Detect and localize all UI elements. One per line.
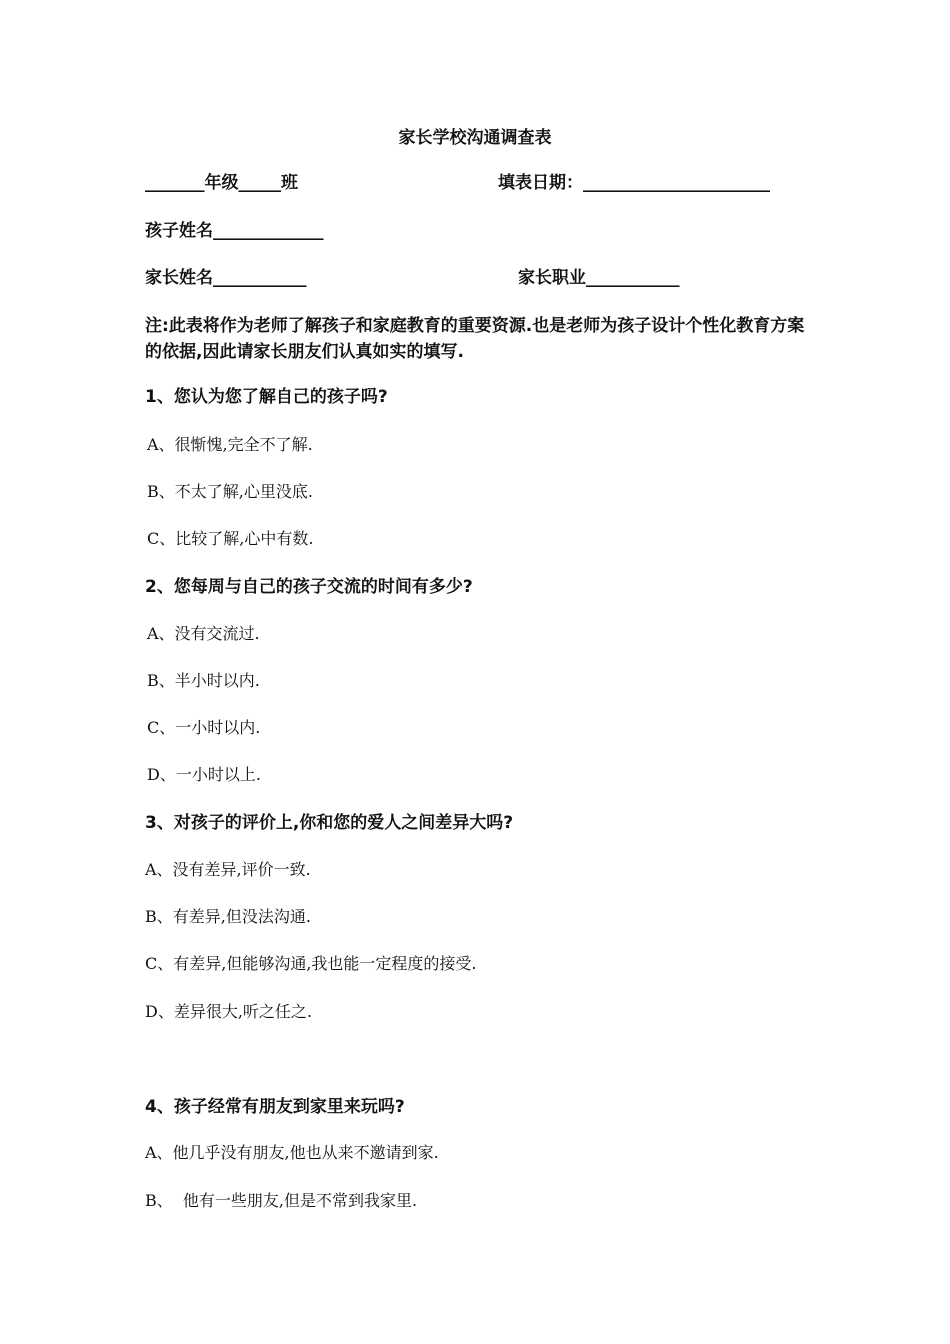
q3-option-d: D、差异很大,听之任之. [145, 1002, 313, 1021]
q2-option-a: A、没有交流过. [147, 624, 260, 643]
question-2: 2、您每周与自己的孩子交流的时间有多少? [145, 577, 473, 597]
q3-option-a: A、没有差异,评价一致. [145, 860, 311, 879]
question-4: 4、孩子经常有朋友到家里来玩吗? [145, 1097, 405, 1117]
document-title: 家长学校沟通调查表 [398, 128, 552, 148]
q1-option-b: B、不太了解,心里没底. [147, 482, 313, 501]
q1-option-c: C、比较了解,心中有数. [147, 529, 314, 548]
grade-class-field: _______年级_____班 [145, 173, 298, 193]
q3-option-c: C、有差异,但能够沟通,我也能一定程度的接受. [145, 954, 477, 973]
parent-name-field: 家长姓名___________ [145, 268, 307, 288]
q4-option-a: A、他几乎没有朋友,他也从来不邀请到家. [145, 1143, 439, 1162]
question-3: 3、对孩子的评价上,你和您的爱人之间差异大吗? [145, 813, 514, 833]
q3-option-b: B、有差异,但没法沟通. [145, 907, 311, 926]
child-name-field: 孩子姓名_____________ [145, 221, 324, 241]
q2-option-b: B、半小时以内. [147, 671, 260, 690]
q2-option-d: D、一小时以上. [147, 765, 261, 784]
question-1: 1、您认为您了解自己的孩子吗? [145, 387, 388, 407]
instruction-note: 注:此表将作为老师了解孩子和家庭教育的重要资源.也是老师为孩子设计个性化教育方案的依据,因此请家长朋友们认真如实的填写. [145, 316, 805, 362]
q4-option-b: B、 他有一些朋友,但是不常到我家里. [145, 1191, 418, 1210]
fill-date-field: 填表日期：______________________ [498, 173, 770, 193]
parent-job-field: 家长职业___________ [518, 268, 680, 288]
q2-option-c: C、一小时以内. [147, 718, 261, 737]
q1-option-a: A、很惭愧,完全不了解. [147, 435, 313, 454]
